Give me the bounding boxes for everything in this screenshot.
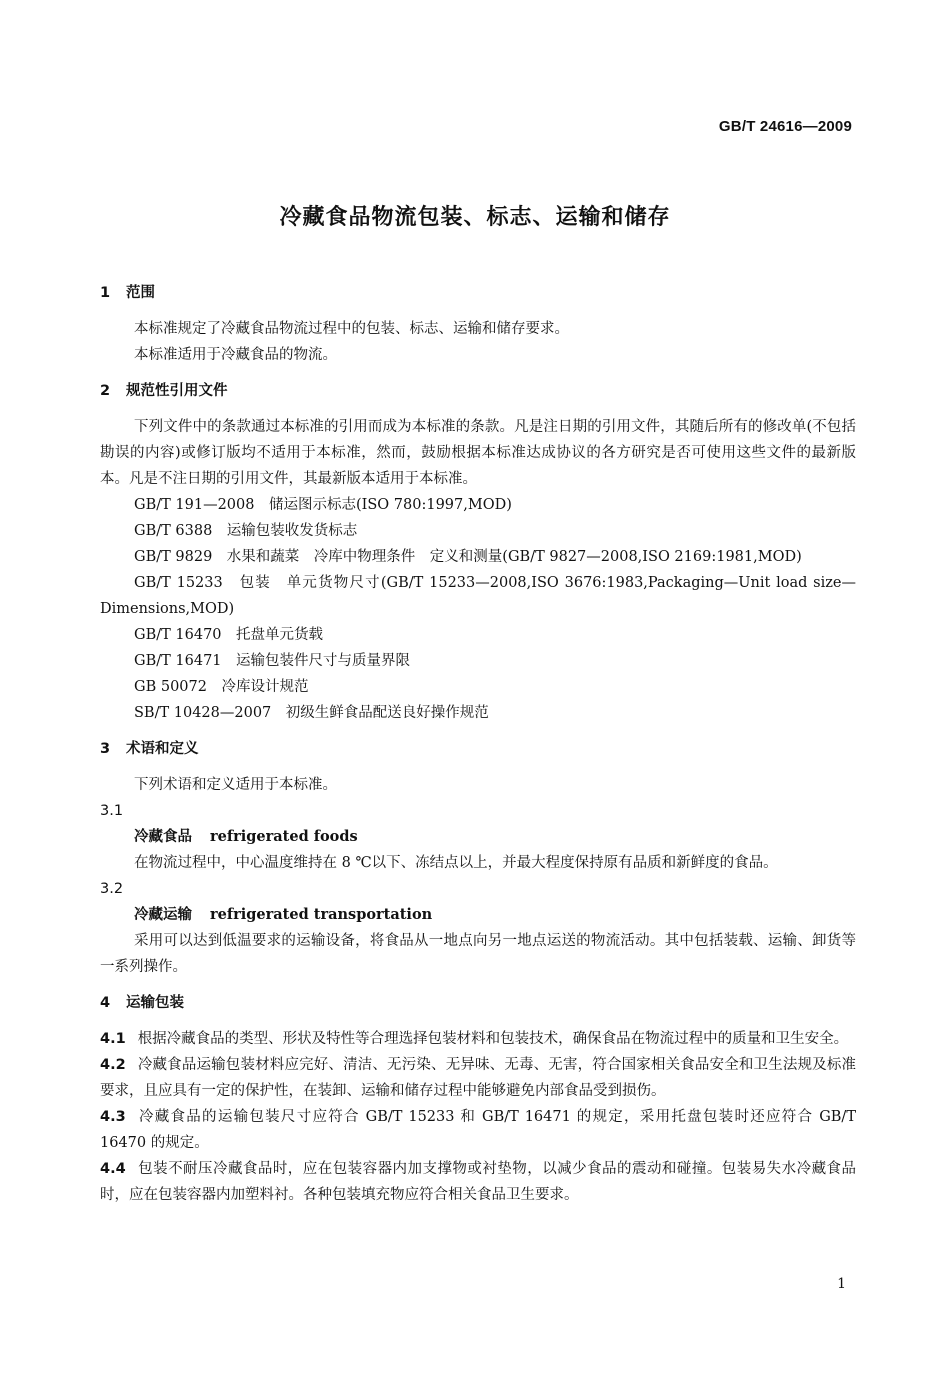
clause-text: 冷藏食品的运输包装尺寸应符合 GB/T 15233 和 GB/T 16471 的规定，采用托盘包装时还应符合 GB/T 16470 的规定。 [100, 1109, 856, 1151]
clause-text: 冷藏食品运输包装材料应完好、清洁、无污染、无异味、无毒、无害，符合国家相关食品安全和卫生法规及标准要求，且应具有一定的保护性，在装卸、运输和储存过程中能够避免内部食品受到损伤。 [100, 1057, 856, 1099]
reference-item: GB/T 16470 托盘单元货载 [134, 627, 324, 643]
term-en: refrigerated foods [210, 828, 358, 845]
clause-number: 4.2 [100, 1057, 126, 1073]
paragraph: 下列文件中的条款通过本标准的引用而成为本标准的条款。凡是注日期的引用文件，其随后所有的修改单(不包括勘误的内容)或修订版均不适用于本标准，然而，鼓励根据本标准达成协议的各方研究是否可使用这些文件的最新版本。凡是不注日期的引用文件，其最新版本适用于本标准。 [100, 419, 856, 487]
page-number: 1 [837, 1276, 846, 1292]
standard-code: GB/T 24616—2009 [718, 118, 852, 135]
clause-text: 根据冷藏食品的类型、形状及特性等合理选择包装材料和包装技术，确保食品在物流过程中的质量和卫生安全。 [137, 1031, 849, 1047]
clause [100, 1052, 856, 1104]
term-definition: 采用可以达到低温要求的运输设备，将食品从一地点向另一地点运送的物流活动。其中包括装载、运输、卸货等一系列操作。 [100, 933, 856, 975]
clause-number: 4.4 [100, 1161, 126, 1177]
section-heading-transport-packaging [100, 990, 856, 1016]
reference-item: GB/T 9829 水果和蔬菜 冷库中物理条件 定义和测量(GB/T 9827—2008,ISO 2169:1981,MOD) [134, 549, 802, 565]
section-title: 运输包装 [126, 995, 184, 1011]
term-number: 3.2 [100, 881, 124, 897]
term-zh: 冷藏运输 [134, 906, 192, 923]
paragraph: 本标准适用于冷藏食品的物流。 [134, 347, 337, 363]
term-zh: 冷藏食品 [134, 828, 192, 845]
term-name [100, 824, 856, 850]
section-title: 规范性引用文件 [126, 383, 228, 399]
section-heading-terms [100, 736, 856, 762]
term-name [100, 902, 856, 928]
section-heading-normative-references [100, 378, 856, 404]
section-number: 1 [100, 285, 111, 301]
section-number: 4 [100, 995, 111, 1011]
reference-item: SB/T 10428—2007 初级生鲜食品配送良好操作规范 [134, 705, 489, 721]
reference-item: GB 50072 冷库设计规范 [134, 679, 309, 695]
section-heading-scope [100, 280, 856, 306]
clause [100, 1026, 856, 1052]
reference-item: GB/T 16471 运输包装件尺寸与质量界限 [134, 653, 411, 669]
clause-number: 4.3 [100, 1109, 126, 1125]
clause [100, 1104, 856, 1156]
clause [100, 1156, 856, 1208]
paragraph: 本标准规定了冷藏食品物流过程中的包装、标志、运输和储存要求。 [134, 321, 569, 337]
section-title: 术语和定义 [126, 741, 199, 757]
reference-item: GB/T 15233 包装 单元货物尺寸(GB/T 15233—2008,ISO 3676:1983,Packaging—Unit load size—Dimensions,MOD) [100, 575, 856, 617]
section-number: 2 [100, 383, 111, 399]
section-title: 范围 [126, 285, 155, 301]
term-en: refrigerated transportation [210, 906, 433, 923]
document-title: 冷藏食品物流包装、标志、运输和储存 [279, 205, 671, 230]
reference-item: GB/T 191—2008 储运图示标志(ISO 780:1997,MOD) [134, 497, 512, 513]
clause-text: 包装不耐压冷藏食品时，应在包装容器内加支撑物或衬垫物，以减少食品的震动和碰撞。包装易失水冷藏食品时，应在包装容器内加塑料衬。各种包装填充物应符合相关食品卫生要求。 [100, 1161, 856, 1203]
document-body [100, 280, 856, 1208]
section-number: 3 [100, 741, 111, 757]
term-definition: 在物流过程中，中心温度维持在 8 ℃以下、冻结点以上，并最大程度保持原有品质和新鲜度的食品。 [134, 855, 778, 871]
clause-number: 4.1 [100, 1031, 126, 1047]
term-number: 3.1 [100, 803, 124, 819]
paragraph: 下列术语和定义适用于本标准。 [134, 777, 337, 793]
reference-item: GB/T 6388 运输包装收发货标志 [134, 523, 358, 539]
